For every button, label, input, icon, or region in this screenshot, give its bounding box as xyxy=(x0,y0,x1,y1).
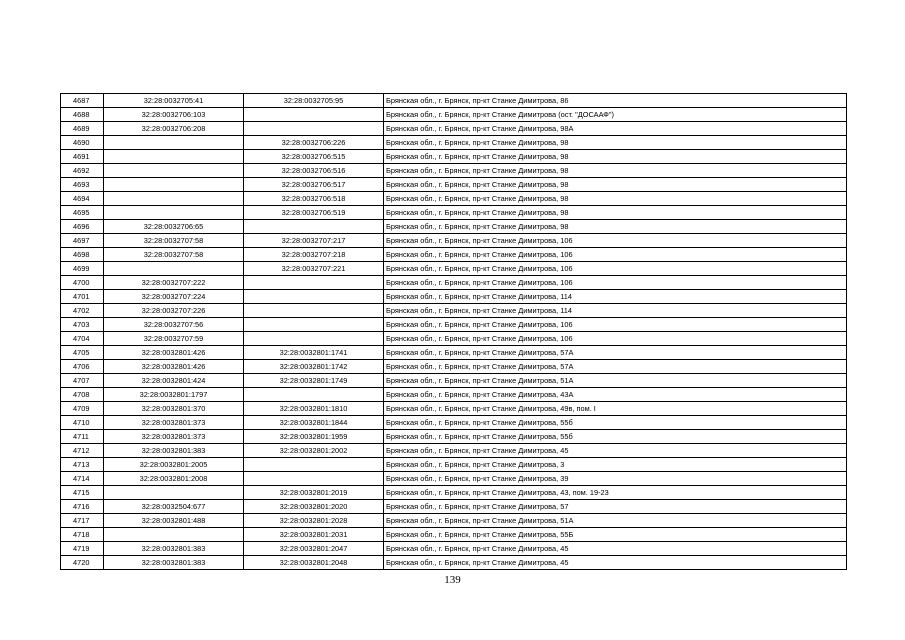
object-cadastral-number-cell xyxy=(244,276,384,290)
row-number-cell: 4698 xyxy=(61,248,104,262)
object-cadastral-number-cell: 32:28:0032801:1844 xyxy=(244,416,384,430)
address-cell: Брянская обл., г. Брянск, пр-кт Станке Димитрова, 49в, пом. I xyxy=(384,402,847,416)
address-cell: Брянская обл., г. Брянск, пр-кт Станке Димитрова, 51А xyxy=(384,374,847,388)
row-number-cell: 4714 xyxy=(61,472,104,486)
object-cadastral-number-cell xyxy=(244,458,384,472)
table-row xyxy=(61,458,847,472)
table-row xyxy=(61,528,847,542)
cadastral-number-cell xyxy=(104,262,244,276)
object-cadastral-number-cell: 32:28:0032801:1749 xyxy=(244,374,384,388)
address-cell: Брянская обл., г. Брянск, пр-кт Станке Димитрова, 114 xyxy=(384,304,847,318)
cadastral-number-cell xyxy=(104,192,244,206)
address-cell: Брянская обл., г. Брянск, пр-кт Станке Димитрова, 98 xyxy=(384,178,847,192)
address-cell: Брянская обл., г. Брянск, пр-кт Станке Димитрова, 55б xyxy=(384,416,847,430)
address-cell: Брянская обл., г. Брянск, пр-кт Станке Димитрова, 55Б xyxy=(384,528,847,542)
object-cadastral-number-cell xyxy=(244,220,384,234)
row-number-cell: 4703 xyxy=(61,318,104,332)
cadastral-number-cell: 32:28:0032801:426 xyxy=(104,360,244,374)
cadastral-number-cell xyxy=(104,528,244,542)
table-row xyxy=(61,472,847,486)
object-cadastral-number-cell: 32:28:0032801:1742 xyxy=(244,360,384,374)
object-cadastral-number-cell: 32:28:0032706:226 xyxy=(244,136,384,150)
object-cadastral-number-cell xyxy=(244,304,384,318)
cadastral-number-cell: 32:28:0032706:65 xyxy=(104,220,244,234)
object-cadastral-number-cell xyxy=(244,318,384,332)
cadastral-number-cell: 32:28:0032707:226 xyxy=(104,304,244,318)
table-row xyxy=(61,388,847,402)
object-cadastral-number-cell: 32:28:0032801:2020 xyxy=(244,500,384,514)
table-row xyxy=(61,122,847,136)
table-row xyxy=(61,430,847,444)
object-cadastral-number-cell xyxy=(244,388,384,402)
row-number-cell: 4689 xyxy=(61,122,104,136)
table-row xyxy=(61,486,847,500)
table-row xyxy=(61,262,847,276)
table-row xyxy=(61,192,847,206)
address-cell: Брянская обл., г. Брянск, пр-кт Станке Димитрова, 39 xyxy=(384,472,847,486)
row-number-cell: 4705 xyxy=(61,346,104,360)
row-number-cell: 4719 xyxy=(61,542,104,556)
address-cell: Брянская обл., г. Брянск, пр-кт Станке Димитрова, 106 xyxy=(384,332,847,346)
cadastral-number-cell: 32:28:0032707:222 xyxy=(104,276,244,290)
cadastral-number-cell: 32:28:0032504:677 xyxy=(104,500,244,514)
object-cadastral-number-cell xyxy=(244,108,384,122)
row-number-cell: 4687 xyxy=(61,94,104,108)
address-cell: Брянская обл., г. Брянск, пр-кт Станке Димитрова, 57А xyxy=(384,360,847,374)
row-number-cell: 4718 xyxy=(61,528,104,542)
table-row xyxy=(61,444,847,458)
address-cell: Брянская обл., г. Брянск, пр-кт Станке Димитрова, 98 xyxy=(384,192,847,206)
cadastral-number-cell: 32:28:0032801:1797 xyxy=(104,388,244,402)
table-row xyxy=(61,220,847,234)
row-number-cell: 4708 xyxy=(61,388,104,402)
table-row xyxy=(61,402,847,416)
address-cell: Брянская обл., г. Брянск, пр-кт Станке Димитрова, 86 xyxy=(384,94,847,108)
object-cadastral-number-cell: 32:28:0032706:519 xyxy=(244,206,384,220)
address-cell: Брянская обл., г. Брянск, пр-кт Станке Димитрова, 98 xyxy=(384,206,847,220)
address-cell: Брянская обл., г. Брянск, пр-кт Станке Димитрова, 57А xyxy=(384,346,847,360)
table-row xyxy=(61,248,847,262)
table-row xyxy=(61,290,847,304)
address-cell: Брянская обл., г. Брянск, пр-кт Станке Димитрова, 114 xyxy=(384,290,847,304)
table-row xyxy=(61,346,847,360)
cadastral-number-cell: 32:28:0032706:208 xyxy=(104,122,244,136)
object-cadastral-number-cell: 32:28:0032801:1959 xyxy=(244,430,384,444)
object-cadastral-number-cell: 32:28:0032801:2031 xyxy=(244,528,384,542)
row-number-cell: 4691 xyxy=(61,150,104,164)
object-cadastral-number-cell: 32:28:0032801:2028 xyxy=(244,514,384,528)
table-row xyxy=(61,542,847,556)
registry-table xyxy=(60,93,847,570)
cadastral-number-cell: 32:28:0032707:58 xyxy=(104,234,244,248)
row-number-cell: 4717 xyxy=(61,514,104,528)
row-number-cell: 4701 xyxy=(61,290,104,304)
object-cadastral-number-cell xyxy=(244,332,384,346)
row-number-cell: 4709 xyxy=(61,402,104,416)
cadastral-number-cell: 32:28:0032801:383 xyxy=(104,444,244,458)
address-cell: Брянская обл., г. Брянск, пр-кт Станке Димитрова, 98А xyxy=(384,122,847,136)
address-cell: Брянская обл., г. Брянск, пр-кт Станке Димитрова, 98 xyxy=(384,220,847,234)
address-cell: Брянская обл., г. Брянск, пр-кт Станке Димитрова, 51А xyxy=(384,514,847,528)
page-number: 139 xyxy=(444,574,461,586)
cadastral-number-cell xyxy=(104,136,244,150)
cadastral-number-cell: 32:28:0032801:370 xyxy=(104,402,244,416)
cadastral-number-cell: 32:28:0032801:383 xyxy=(104,556,244,570)
table-row xyxy=(61,206,847,220)
row-number-cell: 4715 xyxy=(61,486,104,500)
table-row xyxy=(61,416,847,430)
cadastral-number-cell: 32:28:0032707:59 xyxy=(104,332,244,346)
table-row xyxy=(61,94,847,108)
object-cadastral-number-cell xyxy=(244,472,384,486)
object-cadastral-number-cell: 32:28:0032706:518 xyxy=(244,192,384,206)
address-cell: Брянская обл., г. Брянск, пр-кт Станке Димитрова, 43А xyxy=(384,388,847,402)
address-cell: Брянская обл., г. Брянск, пр-кт Станке Димитрова, 45 xyxy=(384,444,847,458)
object-cadastral-number-cell: 32:28:0032801:1810 xyxy=(244,402,384,416)
table-row xyxy=(61,164,847,178)
address-cell: Брянская обл., г. Брянск, пр-кт Станке Димитрова, 57 xyxy=(384,500,847,514)
row-number-cell: 4697 xyxy=(61,234,104,248)
cadastral-number-cell: 32:28:0032707:224 xyxy=(104,290,244,304)
address-cell: Брянская обл., г. Брянск, пр-кт Станке Димитрова, 106 xyxy=(384,234,847,248)
table-row xyxy=(61,136,847,150)
row-number-cell: 4690 xyxy=(61,136,104,150)
cadastral-number-cell: 32:28:0032707:58 xyxy=(104,248,244,262)
address-cell: Брянская обл., г. Брянск, пр-кт Станке Димитрова, 106 xyxy=(384,318,847,332)
address-cell: Брянская обл., г. Брянск, пр-кт Станке Димитрова, 98 xyxy=(384,136,847,150)
table-row xyxy=(61,108,847,122)
object-cadastral-number-cell: 32:28:0032706:516 xyxy=(244,164,384,178)
object-cadastral-number-cell xyxy=(244,122,384,136)
cadastral-number-cell: 32:28:0032801:373 xyxy=(104,416,244,430)
row-number-cell: 4710 xyxy=(61,416,104,430)
cadastral-number-cell xyxy=(104,486,244,500)
row-number-cell: 4696 xyxy=(61,220,104,234)
address-cell: Брянская обл., г. Брянск, пр-кт Станке Димитрова, 45 xyxy=(384,556,847,570)
cadastral-number-cell: 32:28:0032801:383 xyxy=(104,542,244,556)
row-number-cell: 4706 xyxy=(61,360,104,374)
table-row xyxy=(61,304,847,318)
object-cadastral-number-cell: 32:28:0032707:218 xyxy=(244,248,384,262)
cadastral-number-cell xyxy=(104,178,244,192)
object-cadastral-number-cell: 32:28:0032705:95 xyxy=(244,94,384,108)
address-cell: Брянская обл., г. Брянск, пр-кт Станке Димитрова, 45 xyxy=(384,542,847,556)
cadastral-number-cell xyxy=(104,164,244,178)
object-cadastral-number-cell: 32:28:0032707:221 xyxy=(244,262,384,276)
object-cadastral-number-cell: 32:28:0032707:217 xyxy=(244,234,384,248)
cadastral-number-cell: 32:28:0032705:41 xyxy=(104,94,244,108)
cadastral-number-cell: 32:28:0032801:424 xyxy=(104,374,244,388)
row-number-cell: 4693 xyxy=(61,178,104,192)
table-row xyxy=(61,234,847,248)
object-cadastral-number-cell: 32:28:0032801:2019 xyxy=(244,486,384,500)
cadastral-number-cell: 32:28:0032801:488 xyxy=(104,514,244,528)
row-number-cell: 4695 xyxy=(61,206,104,220)
address-cell: Брянская обл., г. Брянск, пр-кт Станке Димитрова, 43, пом. 19-23 xyxy=(384,486,847,500)
table-row xyxy=(61,374,847,388)
row-number-cell: 4720 xyxy=(61,556,104,570)
address-cell: Брянская обл., г. Брянск, пр-кт Станке Димитрова, 55б xyxy=(384,430,847,444)
cadastral-number-cell xyxy=(104,150,244,164)
object-cadastral-number-cell: 32:28:0032801:2047 xyxy=(244,542,384,556)
table-row xyxy=(61,332,847,346)
row-number-cell: 4713 xyxy=(61,458,104,472)
row-number-cell: 4700 xyxy=(61,276,104,290)
object-cadastral-number-cell: 32:28:0032706:517 xyxy=(244,178,384,192)
address-cell: Брянская обл., г. Брянск, пр-кт Станке Димитрова (ост. "ДОСААФ") xyxy=(384,108,847,122)
address-cell: Брянская обл., г. Брянск, пр-кт Станке Димитрова, 106 xyxy=(384,276,847,290)
address-cell: Брянская обл., г. Брянск, пр-кт Станке Димитрова, 106 xyxy=(384,262,847,276)
cadastral-number-cell: 32:28:0032706:103 xyxy=(104,108,244,122)
table-row xyxy=(61,514,847,528)
table-row xyxy=(61,556,847,570)
object-cadastral-number-cell: 32:28:0032801:2048 xyxy=(244,556,384,570)
row-number-cell: 4694 xyxy=(61,192,104,206)
address-cell: Брянская обл., г. Брянск, пр-кт Станке Димитрова, 98 xyxy=(384,150,847,164)
object-cadastral-number-cell: 32:28:0032801:1741 xyxy=(244,346,384,360)
row-number-cell: 4712 xyxy=(61,444,104,458)
row-number-cell: 4702 xyxy=(61,304,104,318)
object-cadastral-number-cell xyxy=(244,290,384,304)
table-row xyxy=(61,276,847,290)
cadastral-number-cell xyxy=(104,206,244,220)
row-number-cell: 4707 xyxy=(61,374,104,388)
table-row xyxy=(61,318,847,332)
cadastral-number-cell: 32:28:0032801:426 xyxy=(104,346,244,360)
registry-table-body xyxy=(61,94,847,570)
object-cadastral-number-cell: 32:28:0032801:2002 xyxy=(244,444,384,458)
table-row xyxy=(61,500,847,514)
row-number-cell: 4716 xyxy=(61,500,104,514)
cadastral-number-cell: 32:28:0032801:2008 xyxy=(104,472,244,486)
address-cell: Брянская обл., г. Брянск, пр-кт Станке Димитрова, 3 xyxy=(384,458,847,472)
row-number-cell: 4692 xyxy=(61,164,104,178)
cadastral-number-cell: 32:28:0032801:2005 xyxy=(104,458,244,472)
table-row xyxy=(61,178,847,192)
address-cell: Брянская обл., г. Брянск, пр-кт Станке Димитрова, 106 xyxy=(384,248,847,262)
row-number-cell: 4711 xyxy=(61,430,104,444)
row-number-cell: 4688 xyxy=(61,108,104,122)
address-cell: Брянская обл., г. Брянск, пр-кт Станке Димитрова, 98 xyxy=(384,164,847,178)
table-row xyxy=(61,150,847,164)
object-cadastral-number-cell: 32:28:0032706:515 xyxy=(244,150,384,164)
row-number-cell: 4699 xyxy=(61,262,104,276)
table-row xyxy=(61,360,847,374)
row-number-cell: 4704 xyxy=(61,332,104,346)
cadastral-number-cell: 32:28:0032707:56 xyxy=(104,318,244,332)
cadastral-number-cell: 32:28:0032801:373 xyxy=(104,430,244,444)
